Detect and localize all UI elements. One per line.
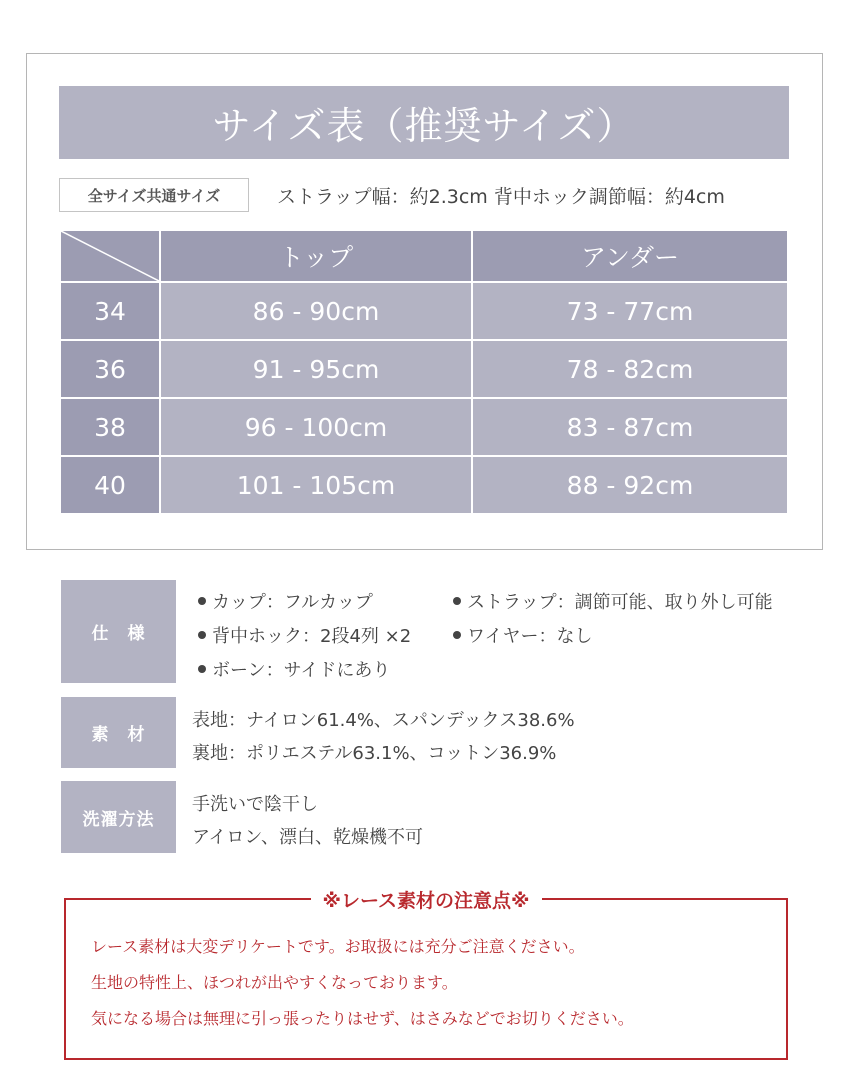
top-cell: 91 - 95cm [160,340,472,398]
top-cell: 101 - 105cm [160,456,472,514]
table-row [60,398,788,456]
table-row [60,456,788,514]
size-chart-title: サイズ表（推奨サイズ） [59,86,789,159]
table-corner-cell [60,230,160,282]
top-cell: 96 - 100cm [160,398,472,456]
common-size-info: ストラップ幅：約2.3cm 背中ホック調節幅：約4cm [277,185,725,208]
bullet-icon [453,597,461,605]
common-size-tag: 全サイズ共通サイズ [59,178,249,212]
bullet-icon [198,597,206,605]
notice-line: レース素材は大変デリケートです。お取扱には充分ご注意ください。 [91,937,585,956]
notice-line: 生地の特性上、ほつれが出やすくなっております。 [91,973,458,992]
bullet-icon [198,665,206,673]
bullet-icon [198,631,206,639]
washing-line: 手洗いで陰干し [192,794,318,815]
size-cell: 34 [60,282,160,340]
washing-line: アイロン、漂白、乾燥機不可 [192,827,423,848]
lace-notice-box [64,890,788,1060]
under-cell: 78 - 82cm [472,340,788,398]
size-cell: 36 [60,340,160,398]
diagonal-line-icon [61,231,159,281]
spec-item: 背中ホック：2段4列 ×2 [198,622,411,648]
material-line: 表地：ナイロン61.4%、スパンデックス38.6% [192,710,575,731]
column-header-top: トップ [160,230,472,282]
column-header-under: アンダー [472,230,788,282]
size-cell: 38 [60,398,160,456]
notice-line: 気になる場合は無理に引っ張ったりはせず、はさみなどでお切りください。 [91,1009,634,1028]
size-table-header-row [60,230,788,282]
spec-label: 仕 様 [61,580,176,683]
under-cell: 83 - 87cm [472,398,788,456]
spec-item: ボーン：サイドにあり [198,656,390,682]
size-cell: 40 [60,456,160,514]
top-cell: 86 - 90cm [160,282,472,340]
material-label: 素 材 [61,697,176,768]
bullet-icon [453,631,461,639]
table-row [60,282,788,340]
under-cell: 73 - 77cm [472,282,788,340]
material-line: 裏地：ポリエステル63.1%、コットン36.9% [192,743,557,764]
spec-item: ストラップ：調節可能、取り外し可能 [453,588,773,614]
size-table [59,229,789,515]
spec-item: カップ：フルカップ [198,588,373,614]
notice-title: ※レース素材の注意点※ [66,886,786,913]
spec-item: ワイヤー：なし [453,622,592,648]
washing-label: 洗濯方法 [61,781,176,853]
size-chart-panel [26,53,823,550]
table-row [60,340,788,398]
under-cell: 88 - 92cm [472,456,788,514]
